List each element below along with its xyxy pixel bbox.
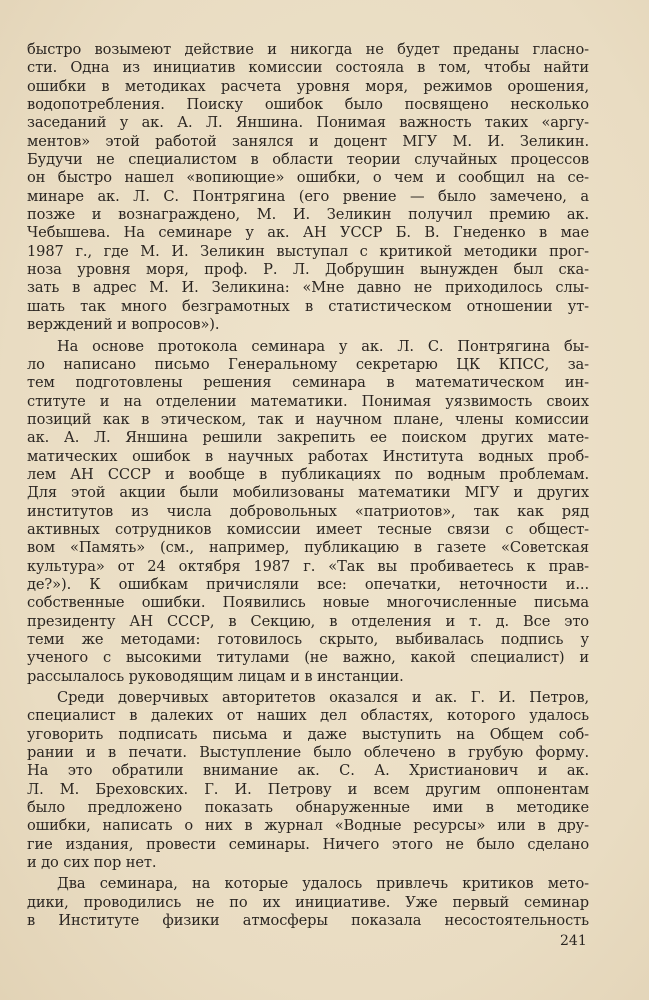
text-line: шать так много безграмотных в статистическом отношении ут- xyxy=(27,297,589,315)
text-line: ученого с высокими титулами (не важно, какой специалист) и xyxy=(27,649,589,667)
body-text xyxy=(27,41,589,931)
text-line: теми же методами: готовилось скрыто, выбивалась подпись у xyxy=(27,631,589,648)
text-line: вом «Память» (см., например, публикацию в газете «Советская xyxy=(27,539,589,557)
text-line: институтов из числа добровольных «патриотов», так как ряд xyxy=(27,502,589,520)
text-line: быстро возымеют действие и никогда не будет преданы гласно- xyxy=(27,41,589,58)
text-line: Будучи не специалистом в области теории случайных процессов xyxy=(27,151,589,169)
text-line: Среди доверчивых авторитетов оказался и ак. Г. И. Петров, xyxy=(57,689,589,707)
text-line: рании и в печати. Выступление было облечено в грубую форму. xyxy=(27,744,589,762)
text-line: президенту АН СССР, в Секцию, в отделения и т. д. Все это xyxy=(27,612,589,630)
text-line: ак. А. Л. Яншина решили закрепить ее поиском других мате- xyxy=(27,429,589,447)
text-line: и до сих пор нет. xyxy=(27,854,157,872)
text-line: специалист в далеких от наших дел областях, которого удалось xyxy=(27,707,589,725)
text-line: Два семинара, на которые удалось привлечь критиков мето- xyxy=(57,875,589,893)
text-line: собственные ошибки. Появились новые многочисленные письма xyxy=(27,594,589,612)
text-line: На основе протокола семинара у ак. Л. С. Понтрягина бы- xyxy=(57,337,589,355)
text-line: водопотребления. Поиску ошибок было посвящено несколько xyxy=(27,96,589,114)
text-line: ментов» этой работой занялся и доцент МГУ М. И. Зеликин. xyxy=(27,132,589,150)
text-line: минаре ак. Л. С. Понтрягина (его рвение — было замечено, а xyxy=(27,187,589,205)
text-line: верждений и вопросов»). xyxy=(27,316,220,334)
text-line: Л. М. Бреховских. Г. И. Петрову и всем другим оппонентам xyxy=(27,780,589,798)
text-line: ошибки, написать о них в журнал «Водные ресурсы» или в дру- xyxy=(27,817,589,835)
text-line: тем подготовлены решения семинара в математическом ин- xyxy=(27,374,589,392)
text-line: культура» от 24 октября 1987 г. «Так вы пробиваетесь к прав- xyxy=(27,557,589,575)
text-line: матических ошибок в научных работах Института водных проб- xyxy=(27,447,589,465)
text-line: Чебышева. На семинаре у ак. АН УССР Б. В. Гнеденко в мае xyxy=(27,224,589,242)
text-line: заседаний у ак. А. Л. Яншина. Понимая важность таких «аргу- xyxy=(27,114,589,132)
text-line: позже и вознаграждено, М. И. Зеликин получил премию ак. xyxy=(27,206,589,224)
text-line: Для этой акции были мобилизованы математики МГУ и других xyxy=(27,484,589,502)
text-line: лем АН СССР и вообще в публикациях по водным проблемам. xyxy=(27,465,589,483)
text-line: сти. Одна из инициатив комиссии состояла в том, чтобы найти xyxy=(27,59,589,77)
text-line: ошибки в методиках расчета уровня моря, режимов орошения, xyxy=(27,77,589,95)
text-line: гие издания, провести семинары. Ничего этого не было сделано xyxy=(27,835,589,853)
text-line: зать в адрес М. И. Зеликина: «Мне давно не приходилось слы- xyxy=(27,279,589,297)
page-number: 241 xyxy=(560,933,587,949)
text-line: рассылалось руководящим лицам и в инстанции. xyxy=(27,667,404,685)
text-line: ноза уровня моря, проф. Р. Л. Добрушин вынужден был ска- xyxy=(27,261,589,279)
text-line: На это обратили внимание ак. С. А. Христианович и ак. xyxy=(27,762,589,780)
text-line: де?»). К ошибкам причисляли все: опечатки, неточности и... xyxy=(27,575,589,593)
text-line: в Институте физики атмосферы показала несостоятельность xyxy=(27,912,589,930)
text-line: ституте и на отделении математики. Понимая уязвимость своих xyxy=(27,392,589,410)
text-line: было предложено показать обнаруженные ими в методике xyxy=(27,799,589,817)
text-line: активных сотрудников комиссии имеет тесные связи с общест- xyxy=(27,520,589,538)
text-line: он быстро нашел «вопиющие» ошибки, о чем и сообщил на се- xyxy=(27,169,589,187)
text-line: уговорить подписать письма и даже выступить на Общем соб- xyxy=(27,725,589,743)
text-line: 1987 г., где М. И. Зеликин выступал с критикой методики прог- xyxy=(27,242,589,260)
text-line: позиций как в этическом, так и научном плане, члены комиссии xyxy=(27,410,589,428)
text-line: дики, проводились не по их инициативе. Уже первый семинар xyxy=(27,893,589,911)
text-line: ло написано письмо Генеральному секретарю ЦК КПСС, за- xyxy=(27,355,589,373)
